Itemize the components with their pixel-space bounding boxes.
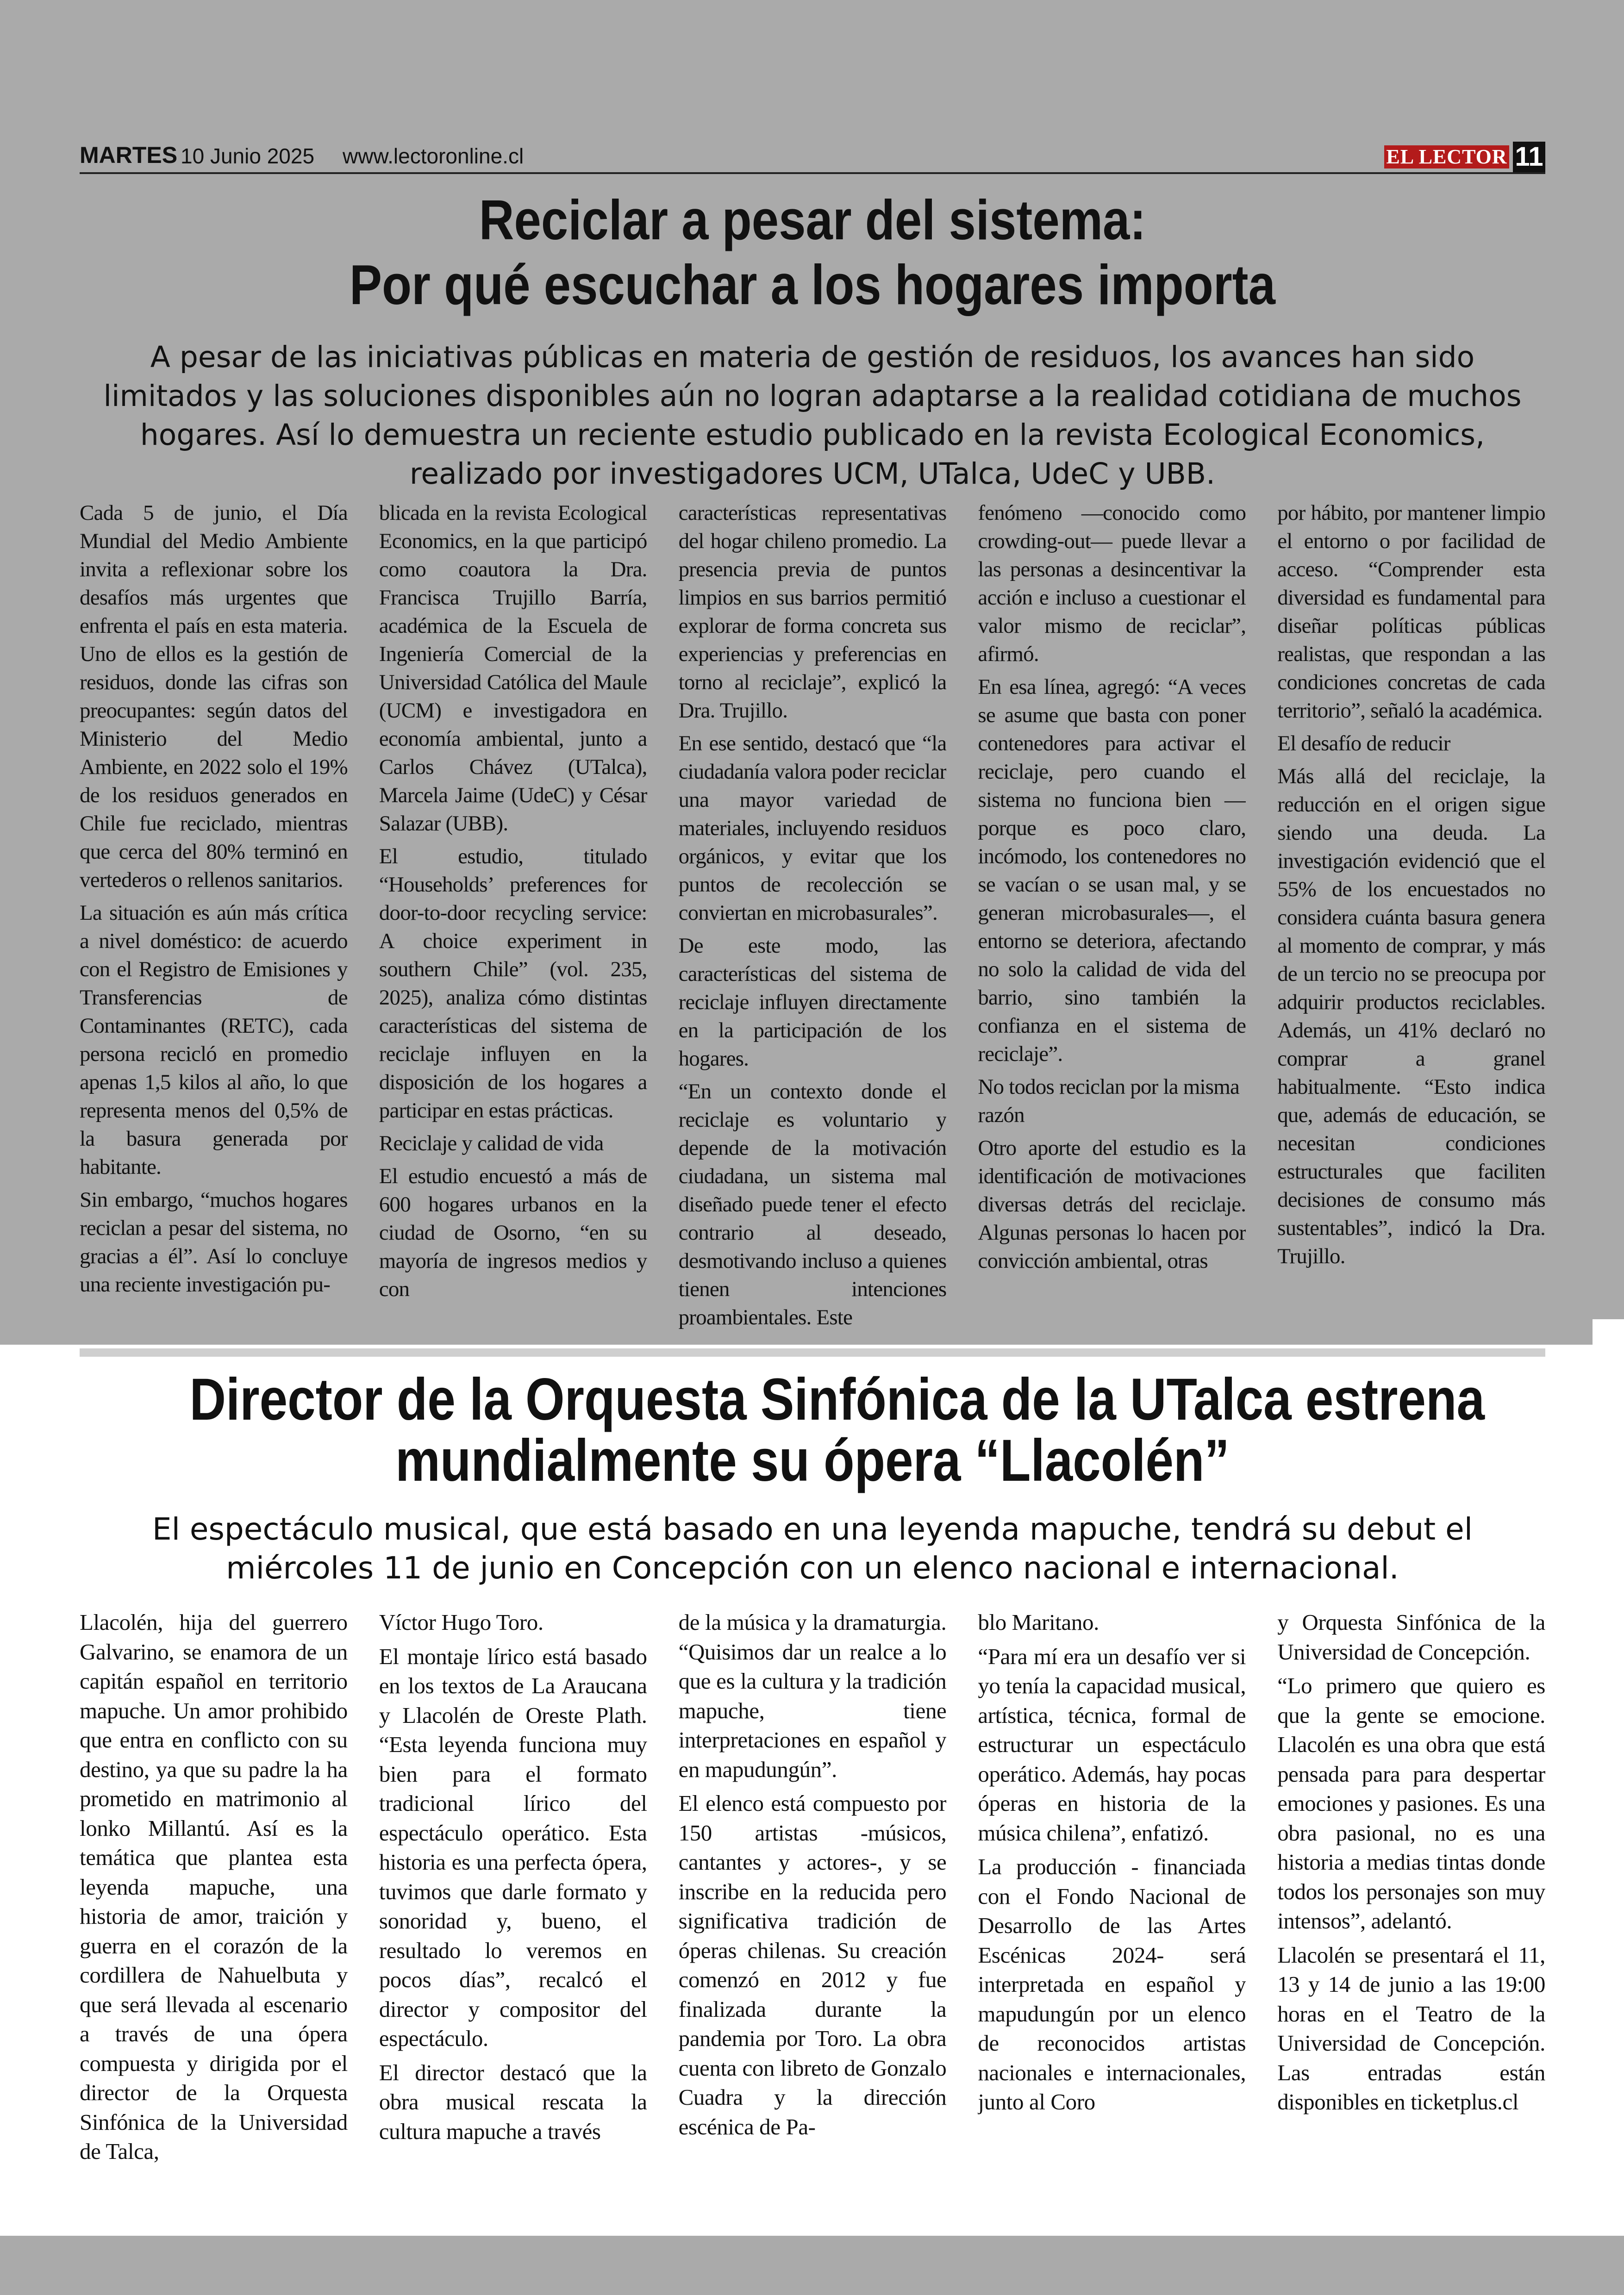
paragraph: “Para mí era un desafío ver si yo tenía la capacidad musical, artística, técnica, formal de estructurar un espectáculo operático. Además, hay pocas óperas en historia de la música chilena”, enfatizó. <box>978 1643 1246 1846</box>
article2-lead: El espectáculo musical, que está basado en una leyenda mapuche, tendrá su debut el miércoles 11 de junio en Concepción con un elenco nacional e internacional. <box>152 1511 1473 1586</box>
paragraph: En ese sentido, destacó que “la ciudadanía valora poder reciclar una mayor variedad de materiales, incluyendo residuos orgánicos, y evitar que los puntos de recolección se conviertan en microbasurales”. <box>678 731 947 925</box>
paragraph: características representativas del hogar chileno promedio. La presencia previa de puntos limpios en sus barrios permitió explorar de forma concreta sus experiencias y preferencias en torno al reciclaje”, explicó la Dra. Trujillo. <box>678 501 947 723</box>
paragraph: La situación es aún más crítica a nivel doméstico: de acuerdo con el Registro de Emisiones y Transferencias de Contaminantes (RETC), cada persona recicló en promedio apenas 1,5 kilos al año, lo que representa menos del 0,5% de la basura generada por habitante. <box>80 901 348 1179</box>
section-subhead: El desafío de reducir <box>1277 731 1450 755</box>
paragraph: blicada en la revista Ecological Economics, en la que participó como coautora la Dra. Francisca Trujillo Barría, académica de la Escuela de Ingeniería Comercial de la Universidad Católica del Maule (UCM) e investigadora en economía ambiental, junto a Carlos Chávez (UTalca), Marcela Jaime (UdeC) y César Salazar (UBB). <box>379 501 647 836</box>
article1-column-1 <box>80 499 348 1332</box>
article1-headline <box>182 187 1443 317</box>
paragraph: El estudio, titulado “Households’ preferences for door-to-door recycling service: A choice experiment in southern Chile” (vol. 235, 2025), analiza cómo distintas características del sistema de reciclaje influyen en la disposición de los hogares a participar en estas prácticas. <box>379 844 647 1123</box>
paragraph: fenómeno —conocido como crowding-out— puede llevar a las personas a desincentivar la acción e incluso a cuestionar el valor mismo de reciclar”, afirmó. <box>978 501 1246 666</box>
masthead-website[interactable]: www.lectoronline.cl <box>343 144 524 168</box>
newspaper-logo: EL LECTOR <box>1384 145 1509 168</box>
masthead-date: 10 Junio 2025 <box>181 144 315 168</box>
section-subhead: Reciclaje y calidad de vida <box>379 1131 604 1155</box>
article2-headline-line1: Director de la Orquesta Sinfónica de la UTalca estrena <box>189 1366 1485 1433</box>
paragraph: De este modo, las características del sistema de reciclaje influyen directamente en la participación de los hogares. <box>678 934 947 1071</box>
article1-headline-line2: Por qué escuchar a los hogares importa <box>350 253 1275 316</box>
paragraph: El estudio encuestó a más de 600 hogares urbanos en la ciudad de Osorno, “en su mayoría de ingresos medios y con <box>379 1164 647 1301</box>
article2-column-2 <box>379 1608 647 2233</box>
paragraph: En esa línea, agregó: “A veces se asume que basta con poner contenedores para activar el reciclaje, pero cuando el sistema no funciona bien —porque es poco claro, incómodo, los contenedores no se vacían o se usan mal, y se generan microbasurales—, el entorno se deteriora, afectando no solo la calidad de vida del barrio, sino también la confianza en el sistema de reciclaje”. <box>978 675 1246 1066</box>
paragraph: blo Maritano. <box>978 1609 1099 1635</box>
article2-column-3 <box>679 1608 947 2233</box>
paragraph: Llacolén, hija del guerrero Galvarino, se enamora de un capitán español en territorio mapuche. Un amor prohibido que entra en conflicto con su destino, ya que su padre la ha prometido en matrimonio al lonko Millantú. Así es la temática que plantea esta leyenda mapuche, una historia de amor, traición y guerra en el corazón de la cordillera de Nahuelbuta y que será llevada al escenario a través de una ópera compuesta y dirigida por el director de la Orquesta Sinfónica de la Universidad de Talca, <box>80 1609 348 2164</box>
paragraph: “En un contexto donde el reciclaje es voluntario y depende de la motivación ciudadana, un sistema mal diseñado puede tener el efecto contrario al deseado, desmotivando incluso a quienes tienen intenciones proambientales. Este <box>678 1079 947 1329</box>
page-edge <box>1593 1319 1624 2236</box>
article1-column-4 <box>978 499 1246 1332</box>
paragraph: El elenco está compuesto por 150 artistas -músicos, cantantes y actores-, y se inscribe en la reducida pero significativa tradición de óperas chilenas. Su creación comenzó en 2012 y fue finalizada durante la pandemia por Toro. La obra cuenta con libreto de Gonzalo Cuadra y la dirección escénica de Pa- <box>678 1790 947 2139</box>
paragraph: Más allá del reciclaje, la reducción en el origen sigue siendo una deuda. La investigación evidenció que el 55% de los encuestados no considera cuánta basura genera al momento de comprar, y más de un tercio no se preocupa por adquirir productos reciclables. Además, un 41% declaró no comprar a granel habitualmente. “Esto indica que, además de educación, se necesitan condiciones estructurales que faciliten decisiones de consumo más sustentables”, indicó la Dra. Trujillo. <box>1277 764 1545 1268</box>
article2-column-4 <box>978 1608 1246 2233</box>
article1-lead: A pesar de las iniciativas públicas en materia de gestión de residuos, los avances han sido limitados y las soluciones disponibles aún no logran adaptarse a la realidad cotidiana de muchos hogares. Así lo demuestra un reciente estudio publicado en la revista Ecological Economics, realizado por investigadores UCM, UTalca, UdeC y UBB. <box>103 340 1522 491</box>
paragraph: Víctor Hugo Toro. <box>379 1609 543 1635</box>
paragraph: El montaje lírico está basado en los textos de La Araucana y Llacolén de Oreste Plath. “Esta leyenda funciona muy bien para el formato tradicional lírico del espectáculo operático. Esta historia es una perfecta ópera, tuvimos que darle formato y sonoridad y, bueno, el resultado lo veremos en pocos días”, recalcó el director y compositor del espectáculo. <box>379 1643 647 2051</box>
paragraph: Cada 5 de junio, el Día Mundial del Medio Ambiente invita a reflexionar sobre los desafíos más urgentes que enfrenta el país en esta materia. Uno de ellos es la gestión de residuos, donde las cifras son preocupantes: según datos del Ministerio del Medio Ambiente, en 2022 solo el 19% de los residuos generados en Chile fue reciclado, mientras que cerca del 80% terminó en vertederos o rellenos sanitarios. <box>80 501 348 892</box>
masthead <box>80 144 1545 174</box>
article1-column-5 <box>1277 499 1545 1332</box>
article1-column-3 <box>679 499 947 1332</box>
paragraph: de la música y la dramaturgia. “Quisimos dar un realce a lo que es la cultura y la tradición mapuche, tiene interpretaciones en español y en mapudungún”. <box>678 1609 947 1782</box>
paragraph: Llacolén se presentará el 11, 13 y 14 de junio a las 19:00 horas en el Teatro de la Universidad de Concepción. Las entradas están disponibles en ticketplus.cl <box>1277 1942 1545 2114</box>
article2-column-1 <box>80 1608 348 2233</box>
section-subhead: No todos reciclan por la misma razón <box>978 1075 1240 1127</box>
article-divider <box>80 1348 1545 1357</box>
article2-headline-line2: mundialmente su ópera “Llacolén” <box>395 1428 1230 1494</box>
paragraph: “Lo primero que quiero es que la gente se emocione. Llacolén es una obra que está pensada para para despertar emociones y pasiones. Es una obra pasional, no es una historia a medias tintas donde todos los personajes son muy intensos”, adelantó. <box>1277 1673 1545 1933</box>
article2-headline <box>189 1366 1485 1494</box>
paragraph: El director destacó que la obra musical rescata la cultura mapuche a través <box>379 2059 647 2144</box>
article1-body <box>80 499 1545 1332</box>
paragraph: Otro aporte del estudio es la identificación de motivaciones diversas detrás del reciclaje. Algunas personas lo hacen por convicción ambiental, otras <box>978 1136 1246 1273</box>
paragraph: La producción - financiada con el Fondo Nacional de Desarrollo de las Artes Escénicas 2024- será interpretada en español y mapudungún por un elenco de reconocidos artistas nacionales e internacionales, junto al Coro <box>978 1854 1246 2114</box>
article1-column-2 <box>379 499 647 1332</box>
article1-headline-line1: Reciclar a pesar del sistema: <box>479 188 1146 251</box>
paragraph: por hábito, por mantener limpio el entorno o por facilidad de acceso. “Comprender esta diversidad es fundamental para diseñar políticas públicas realistas, que respondan a las condiciones concretas de cada territorio”, señaló la académica. <box>1277 501 1545 723</box>
article2-body <box>80 1608 1545 2233</box>
page-number: 11 <box>1513 142 1545 172</box>
paragraph: Sin embargo, “muchos hogares reciclan a pesar del sistema, no gracias a él”. Así lo concluye una reciente investigación pu- <box>80 1188 348 1297</box>
article2-column-5 <box>1277 1608 1545 2233</box>
masthead-day: MARTES <box>80 142 178 168</box>
paragraph: y Orquesta Sinfónica de la Universidad de Concepción. <box>1277 1609 1545 1665</box>
